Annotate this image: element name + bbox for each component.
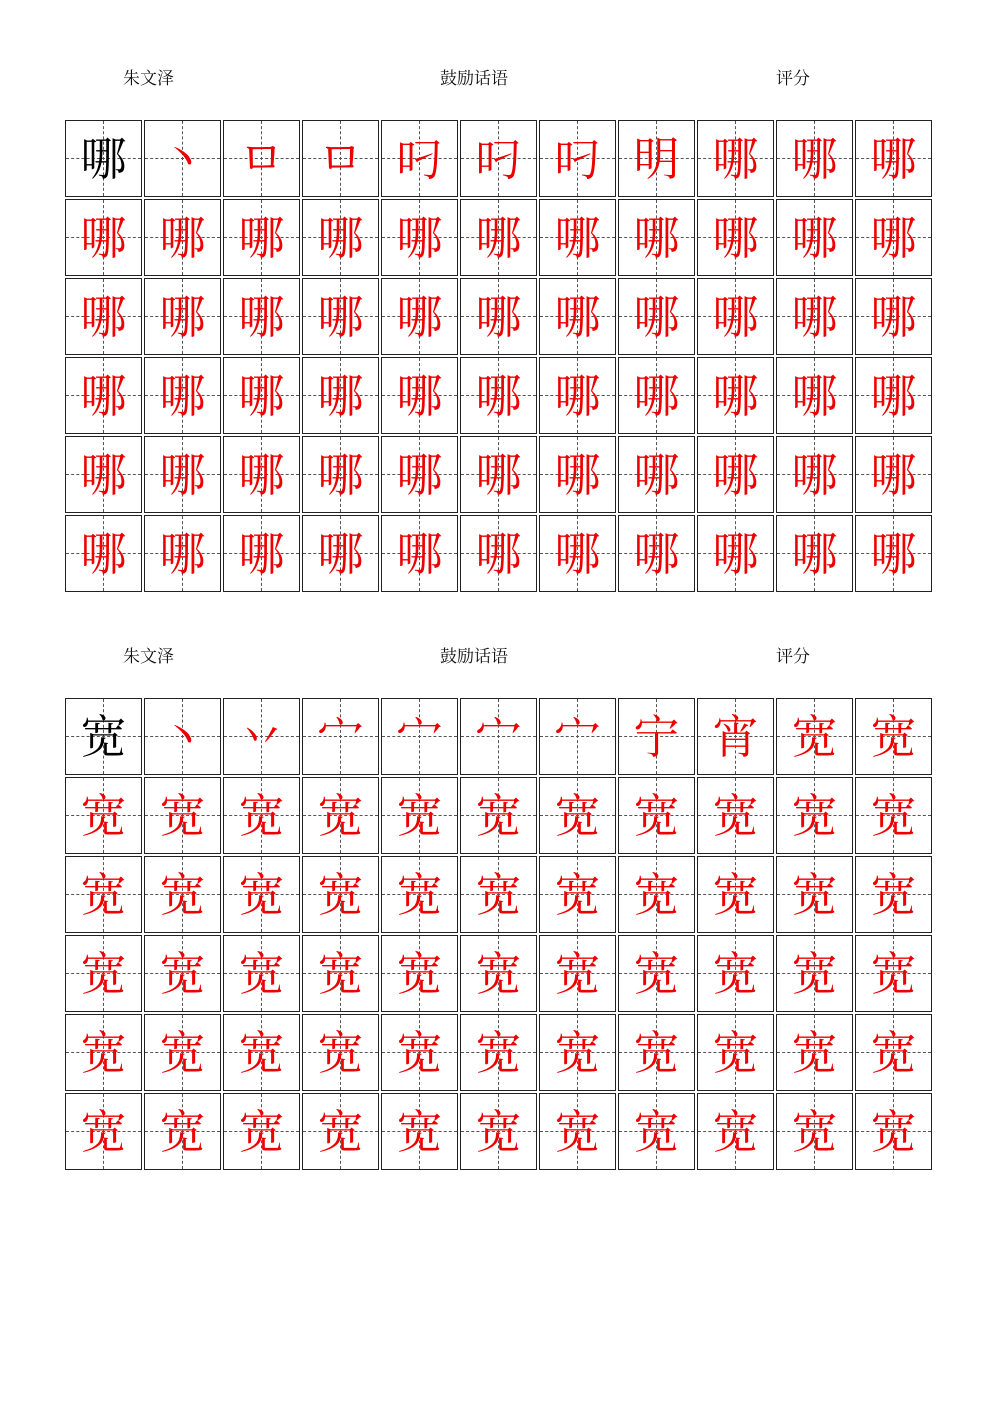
- trace-character: 哪: [238, 368, 285, 423]
- grid-cell: [144, 1014, 221, 1091]
- grid-cell: [776, 935, 853, 1012]
- grid-cell: [302, 1014, 379, 1091]
- grid-cell: [460, 278, 537, 355]
- practice-row: [65, 199, 931, 276]
- trace-character: 哪: [396, 368, 443, 423]
- trace-character: 宽: [396, 946, 443, 1001]
- stroke-step-character: 宀: [396, 709, 443, 764]
- grid-cell: [223, 278, 300, 355]
- trace-character: 哪: [475, 526, 522, 581]
- grid-cell: [855, 856, 932, 933]
- grid-cell: [776, 357, 853, 434]
- practice-row: [65, 278, 931, 355]
- stroke-step-character: 哪: [712, 131, 759, 186]
- grid-cell: [223, 698, 300, 775]
- grid-cell: [460, 1014, 537, 1091]
- grid-cell: [302, 436, 379, 513]
- trace-character: 哪: [159, 447, 206, 502]
- trace-character: 哪: [80, 447, 127, 502]
- trace-character: 宽: [633, 867, 680, 922]
- trace-character: 哪: [712, 289, 759, 344]
- trace-character: 宽: [238, 1104, 285, 1159]
- grid-cell: [776, 199, 853, 276]
- grid-cell: [460, 120, 537, 197]
- grid-cell: [618, 515, 695, 592]
- grid-cell: [776, 278, 853, 355]
- grid-cell: [697, 357, 774, 434]
- tian-grid: [65, 698, 931, 1170]
- trace-character: 哪: [396, 210, 443, 265]
- grid-cell: [381, 436, 458, 513]
- trace-character: 哪: [791, 289, 838, 344]
- grid-cell: [223, 777, 300, 854]
- trace-character: 哪: [633, 447, 680, 502]
- trace-character: 哪: [712, 368, 759, 423]
- trace-character: 哪: [238, 289, 285, 344]
- grid-cell: [855, 278, 932, 355]
- trace-character: 宽: [159, 788, 206, 843]
- trace-character: 哪: [317, 368, 364, 423]
- trace-character: 宽: [238, 788, 285, 843]
- grid-cell: [223, 515, 300, 592]
- trace-character: 哪: [554, 368, 601, 423]
- grid-cell: [381, 278, 458, 355]
- grid-cell: [776, 1014, 853, 1091]
- trace-character: 哪: [870, 289, 917, 344]
- grid-cell: [302, 1093, 379, 1170]
- grid-cell: [539, 515, 616, 592]
- trace-character: 宽: [159, 1104, 206, 1159]
- grid-cell: [65, 935, 142, 1012]
- stroke-step-character: 宵: [712, 709, 759, 764]
- grid-cell: [618, 1014, 695, 1091]
- grid-cell: [65, 199, 142, 276]
- trace-character: 哪: [633, 368, 680, 423]
- practice-row: [65, 357, 931, 434]
- grid-cell: [697, 1014, 774, 1091]
- trace-character: 哪: [712, 447, 759, 502]
- stroke-step-character: 丶: [159, 709, 206, 764]
- trace-character: 哪: [80, 210, 127, 265]
- grid-cell: [223, 1093, 300, 1170]
- encouragement-label: 鼓励话语: [440, 69, 508, 89]
- trace-character: 哪: [317, 447, 364, 502]
- grid-cell: [855, 1093, 932, 1170]
- grid-cell: [855, 357, 932, 434]
- stroke-step-character: 宀: [554, 709, 601, 764]
- grid-cell: [855, 515, 932, 592]
- trace-character: 宽: [554, 788, 601, 843]
- model-character: 宽: [80, 709, 127, 764]
- grid-cell: [144, 120, 221, 197]
- grid-cell: [460, 436, 537, 513]
- practice-row: [65, 777, 931, 854]
- grid-cell: [144, 357, 221, 434]
- trace-character: 哪: [317, 526, 364, 581]
- grid-cell: [302, 935, 379, 1012]
- grid-cell: [381, 935, 458, 1012]
- grid-cell: [144, 278, 221, 355]
- trace-character: 宽: [554, 1104, 601, 1159]
- grid-cell: [144, 698, 221, 775]
- grid-cell: [223, 935, 300, 1012]
- grid-cell: [539, 856, 616, 933]
- trace-character: 宽: [475, 946, 522, 1001]
- trace-character: 宽: [791, 1025, 838, 1080]
- trace-character: 宽: [396, 867, 443, 922]
- grid-cell: [381, 515, 458, 592]
- grid-cell: [697, 777, 774, 854]
- student-name: 朱文泽: [123, 647, 174, 667]
- grid-cell: [697, 120, 774, 197]
- grid-cell: [697, 698, 774, 775]
- trace-character: 哪: [554, 289, 601, 344]
- stroke-step-character: 宁: [633, 709, 680, 764]
- grid-cell: [302, 698, 379, 775]
- trace-character: 哪: [633, 210, 680, 265]
- grid-cell: [460, 199, 537, 276]
- trace-character: 哪: [791, 368, 838, 423]
- trace-character: 哪: [159, 526, 206, 581]
- trace-character: 哪: [870, 447, 917, 502]
- trace-character: 宽: [317, 1104, 364, 1159]
- trace-character: 宽: [712, 1025, 759, 1080]
- score-label: 评分: [776, 69, 810, 89]
- trace-character: 宽: [554, 946, 601, 1001]
- grid-cell: [460, 1093, 537, 1170]
- grid-cell: [223, 357, 300, 434]
- trace-character: 哪: [80, 368, 127, 423]
- grid-cell: [539, 698, 616, 775]
- grid-cell: [776, 436, 853, 513]
- trace-character: 宽: [317, 867, 364, 922]
- trace-character: 宽: [80, 1025, 127, 1080]
- trace-character: 宽: [317, 1025, 364, 1080]
- trace-character: 宽: [633, 788, 680, 843]
- trace-character: 哪: [554, 210, 601, 265]
- grid-cell: [381, 1014, 458, 1091]
- trace-character: 宽: [712, 788, 759, 843]
- trace-character: 哪: [396, 289, 443, 344]
- grid-cell: [539, 436, 616, 513]
- practice-row: [65, 515, 931, 592]
- trace-character: 宽: [238, 946, 285, 1001]
- trace-character: 哪: [870, 368, 917, 423]
- stroke-step-character: 哪: [870, 131, 917, 186]
- grid-cell: [381, 357, 458, 434]
- stroke-step-character: 明: [633, 131, 680, 186]
- trace-character: 宽: [633, 946, 680, 1001]
- grid-cell: [381, 120, 458, 197]
- trace-character: 哪: [475, 447, 522, 502]
- grid-cell: [223, 199, 300, 276]
- grid-cell: [460, 935, 537, 1012]
- grid-cell: [776, 777, 853, 854]
- trace-character: 哪: [238, 526, 285, 581]
- stroke-order-row: [65, 120, 931, 197]
- stroke-step-character: 宽: [870, 709, 917, 764]
- practice-row: [65, 436, 931, 513]
- trace-character: 宽: [475, 867, 522, 922]
- grid-cell: [65, 436, 142, 513]
- stroke-step-character: ㅁ: [318, 131, 363, 186]
- stroke-step-character: ㅁ: [239, 131, 284, 186]
- trace-character: 哪: [633, 289, 680, 344]
- grid-cell: [302, 199, 379, 276]
- encouragement-label: 鼓励话语: [440, 647, 508, 667]
- trace-character: 宽: [633, 1025, 680, 1080]
- grid-cell: [144, 1093, 221, 1170]
- trace-character: 哪: [870, 210, 917, 265]
- grid-cell: [144, 199, 221, 276]
- trace-character: 宽: [475, 1104, 522, 1159]
- grid-cell: [697, 199, 774, 276]
- grid-cell: [460, 856, 537, 933]
- grid-cell: [618, 777, 695, 854]
- grid-cell: [302, 515, 379, 592]
- grid-cell: [618, 935, 695, 1012]
- trace-character: 宽: [159, 946, 206, 1001]
- stroke-step-character: 宀: [317, 709, 364, 764]
- grid-cell: [65, 856, 142, 933]
- grid-cell: [697, 278, 774, 355]
- grid-cell: [65, 515, 142, 592]
- stroke-step-character: 丷: [238, 709, 285, 764]
- grid-cell: [776, 120, 853, 197]
- grid-cell: [618, 199, 695, 276]
- grid-cell: [381, 856, 458, 933]
- tian-grid: [65, 120, 931, 592]
- grid-cell: [539, 357, 616, 434]
- grid-cell: [855, 777, 932, 854]
- grid-cell: [697, 515, 774, 592]
- grid-cell: [855, 120, 932, 197]
- trace-character: 哪: [396, 447, 443, 502]
- grid-cell: [144, 856, 221, 933]
- grid-cell: [381, 199, 458, 276]
- grid-cell: [144, 777, 221, 854]
- grid-cell: [697, 1093, 774, 1170]
- stroke-step-character: 叼: [475, 131, 522, 186]
- grid-cell: [539, 777, 616, 854]
- grid-cell: [144, 935, 221, 1012]
- grid-cell: [302, 856, 379, 933]
- trace-character: 哪: [159, 289, 206, 344]
- trace-character: 哪: [396, 526, 443, 581]
- trace-character: 宽: [238, 867, 285, 922]
- grid-cell: [855, 935, 932, 1012]
- trace-character: 宽: [791, 946, 838, 1001]
- grid-cell: [144, 436, 221, 513]
- grid-cell: [855, 1014, 932, 1091]
- trace-character: 哪: [317, 289, 364, 344]
- grid-cell: [539, 278, 616, 355]
- grid-cell: [65, 777, 142, 854]
- grid-cell: [223, 856, 300, 933]
- trace-character: 哪: [791, 526, 838, 581]
- trace-character: 哪: [475, 368, 522, 423]
- stroke-step-character: 宀: [475, 709, 522, 764]
- trace-character: 宽: [791, 867, 838, 922]
- trace-character: 宽: [80, 788, 127, 843]
- grid-cell: [776, 856, 853, 933]
- grid-cell: [776, 698, 853, 775]
- trace-character: 哪: [80, 289, 127, 344]
- practice-row: [65, 1093, 931, 1170]
- trace-character: 哪: [791, 447, 838, 502]
- trace-character: 宽: [870, 867, 917, 922]
- trace-character: 宽: [870, 1025, 917, 1080]
- trace-character: 宽: [791, 788, 838, 843]
- grid-cell: [302, 777, 379, 854]
- grid-cell: [539, 1093, 616, 1170]
- trace-character: 宽: [554, 1025, 601, 1080]
- grid-cell: [223, 1014, 300, 1091]
- trace-character: 哪: [159, 368, 206, 423]
- grid-cell: [855, 698, 932, 775]
- grid-cell: [539, 935, 616, 1012]
- grid-cell: [65, 120, 142, 197]
- grid-cell: [539, 120, 616, 197]
- grid-cell: [618, 357, 695, 434]
- trace-character: 哪: [159, 210, 206, 265]
- trace-character: 宽: [870, 788, 917, 843]
- trace-character: 宽: [396, 1025, 443, 1080]
- trace-character: 哪: [712, 210, 759, 265]
- stroke-step-character: 叼: [396, 131, 443, 186]
- trace-character: 哪: [791, 210, 838, 265]
- grid-cell: [65, 357, 142, 434]
- student-name: 朱文泽: [123, 69, 174, 89]
- grid-cell: [618, 120, 695, 197]
- trace-character: 宽: [159, 1025, 206, 1080]
- trace-character: 宽: [80, 1104, 127, 1159]
- stroke-step-character: 叼: [554, 131, 601, 186]
- trace-character: 宽: [396, 1104, 443, 1159]
- trace-character: 哪: [80, 526, 127, 581]
- grid-cell: [460, 515, 537, 592]
- grid-cell: [855, 199, 932, 276]
- grid-cell: [223, 120, 300, 197]
- trace-character: 宽: [80, 867, 127, 922]
- trace-character: 宽: [317, 946, 364, 1001]
- trace-character: 宽: [475, 1025, 522, 1080]
- model-character: 哪: [80, 131, 127, 186]
- trace-character: 宽: [633, 1104, 680, 1159]
- trace-character: 哪: [712, 526, 759, 581]
- trace-character: 宽: [475, 788, 522, 843]
- grid-cell: [776, 515, 853, 592]
- grid-cell: [460, 357, 537, 434]
- grid-cell: [697, 436, 774, 513]
- grid-cell: [302, 120, 379, 197]
- grid-cell: [776, 1093, 853, 1170]
- trace-character: 宽: [317, 788, 364, 843]
- score-label: 评分: [776, 647, 810, 667]
- practice-row: [65, 856, 931, 933]
- trace-character: 宽: [159, 867, 206, 922]
- trace-character: 哪: [317, 210, 364, 265]
- grid-cell: [381, 698, 458, 775]
- grid-cell: [539, 199, 616, 276]
- grid-cell: [855, 436, 932, 513]
- grid-cell: [618, 698, 695, 775]
- grid-cell: [697, 935, 774, 1012]
- grid-cell: [460, 698, 537, 775]
- grid-cell: [618, 278, 695, 355]
- trace-character: 哪: [475, 210, 522, 265]
- grid-cell: [65, 1093, 142, 1170]
- grid-cell: [65, 698, 142, 775]
- grid-cell: [144, 515, 221, 592]
- grid-cell: [223, 436, 300, 513]
- grid-cell: [65, 278, 142, 355]
- trace-character: 宽: [554, 867, 601, 922]
- trace-character: 哪: [238, 210, 285, 265]
- trace-character: 哪: [633, 526, 680, 581]
- trace-character: 宽: [870, 1104, 917, 1159]
- trace-character: 宽: [712, 1104, 759, 1159]
- trace-character: 宽: [238, 1025, 285, 1080]
- trace-character: 宽: [791, 1104, 838, 1159]
- grid-cell: [618, 1093, 695, 1170]
- stroke-step-character: 宽: [791, 709, 838, 764]
- grid-cell: [65, 1014, 142, 1091]
- stroke-order-row: [65, 698, 931, 775]
- grid-cell: [618, 856, 695, 933]
- grid-cell: [381, 777, 458, 854]
- trace-character: 哪: [554, 526, 601, 581]
- grid-cell: [697, 856, 774, 933]
- practice-row: [65, 1014, 931, 1091]
- grid-cell: [302, 278, 379, 355]
- practice-row: [65, 935, 931, 1012]
- stroke-step-character: 哪: [791, 131, 838, 186]
- trace-character: 宽: [396, 788, 443, 843]
- trace-character: 哪: [475, 289, 522, 344]
- trace-character: 宽: [712, 867, 759, 922]
- stroke-step-character: 丶: [159, 131, 206, 186]
- trace-character: 宽: [712, 946, 759, 1001]
- trace-character: 宽: [870, 946, 917, 1001]
- grid-cell: [618, 436, 695, 513]
- trace-character: 宽: [80, 946, 127, 1001]
- trace-character: 哪: [554, 447, 601, 502]
- grid-cell: [460, 777, 537, 854]
- grid-cell: [539, 1014, 616, 1091]
- trace-character: 哪: [238, 447, 285, 502]
- grid-cell: [302, 357, 379, 434]
- trace-character: 哪: [870, 526, 917, 581]
- grid-cell: [381, 1093, 458, 1170]
